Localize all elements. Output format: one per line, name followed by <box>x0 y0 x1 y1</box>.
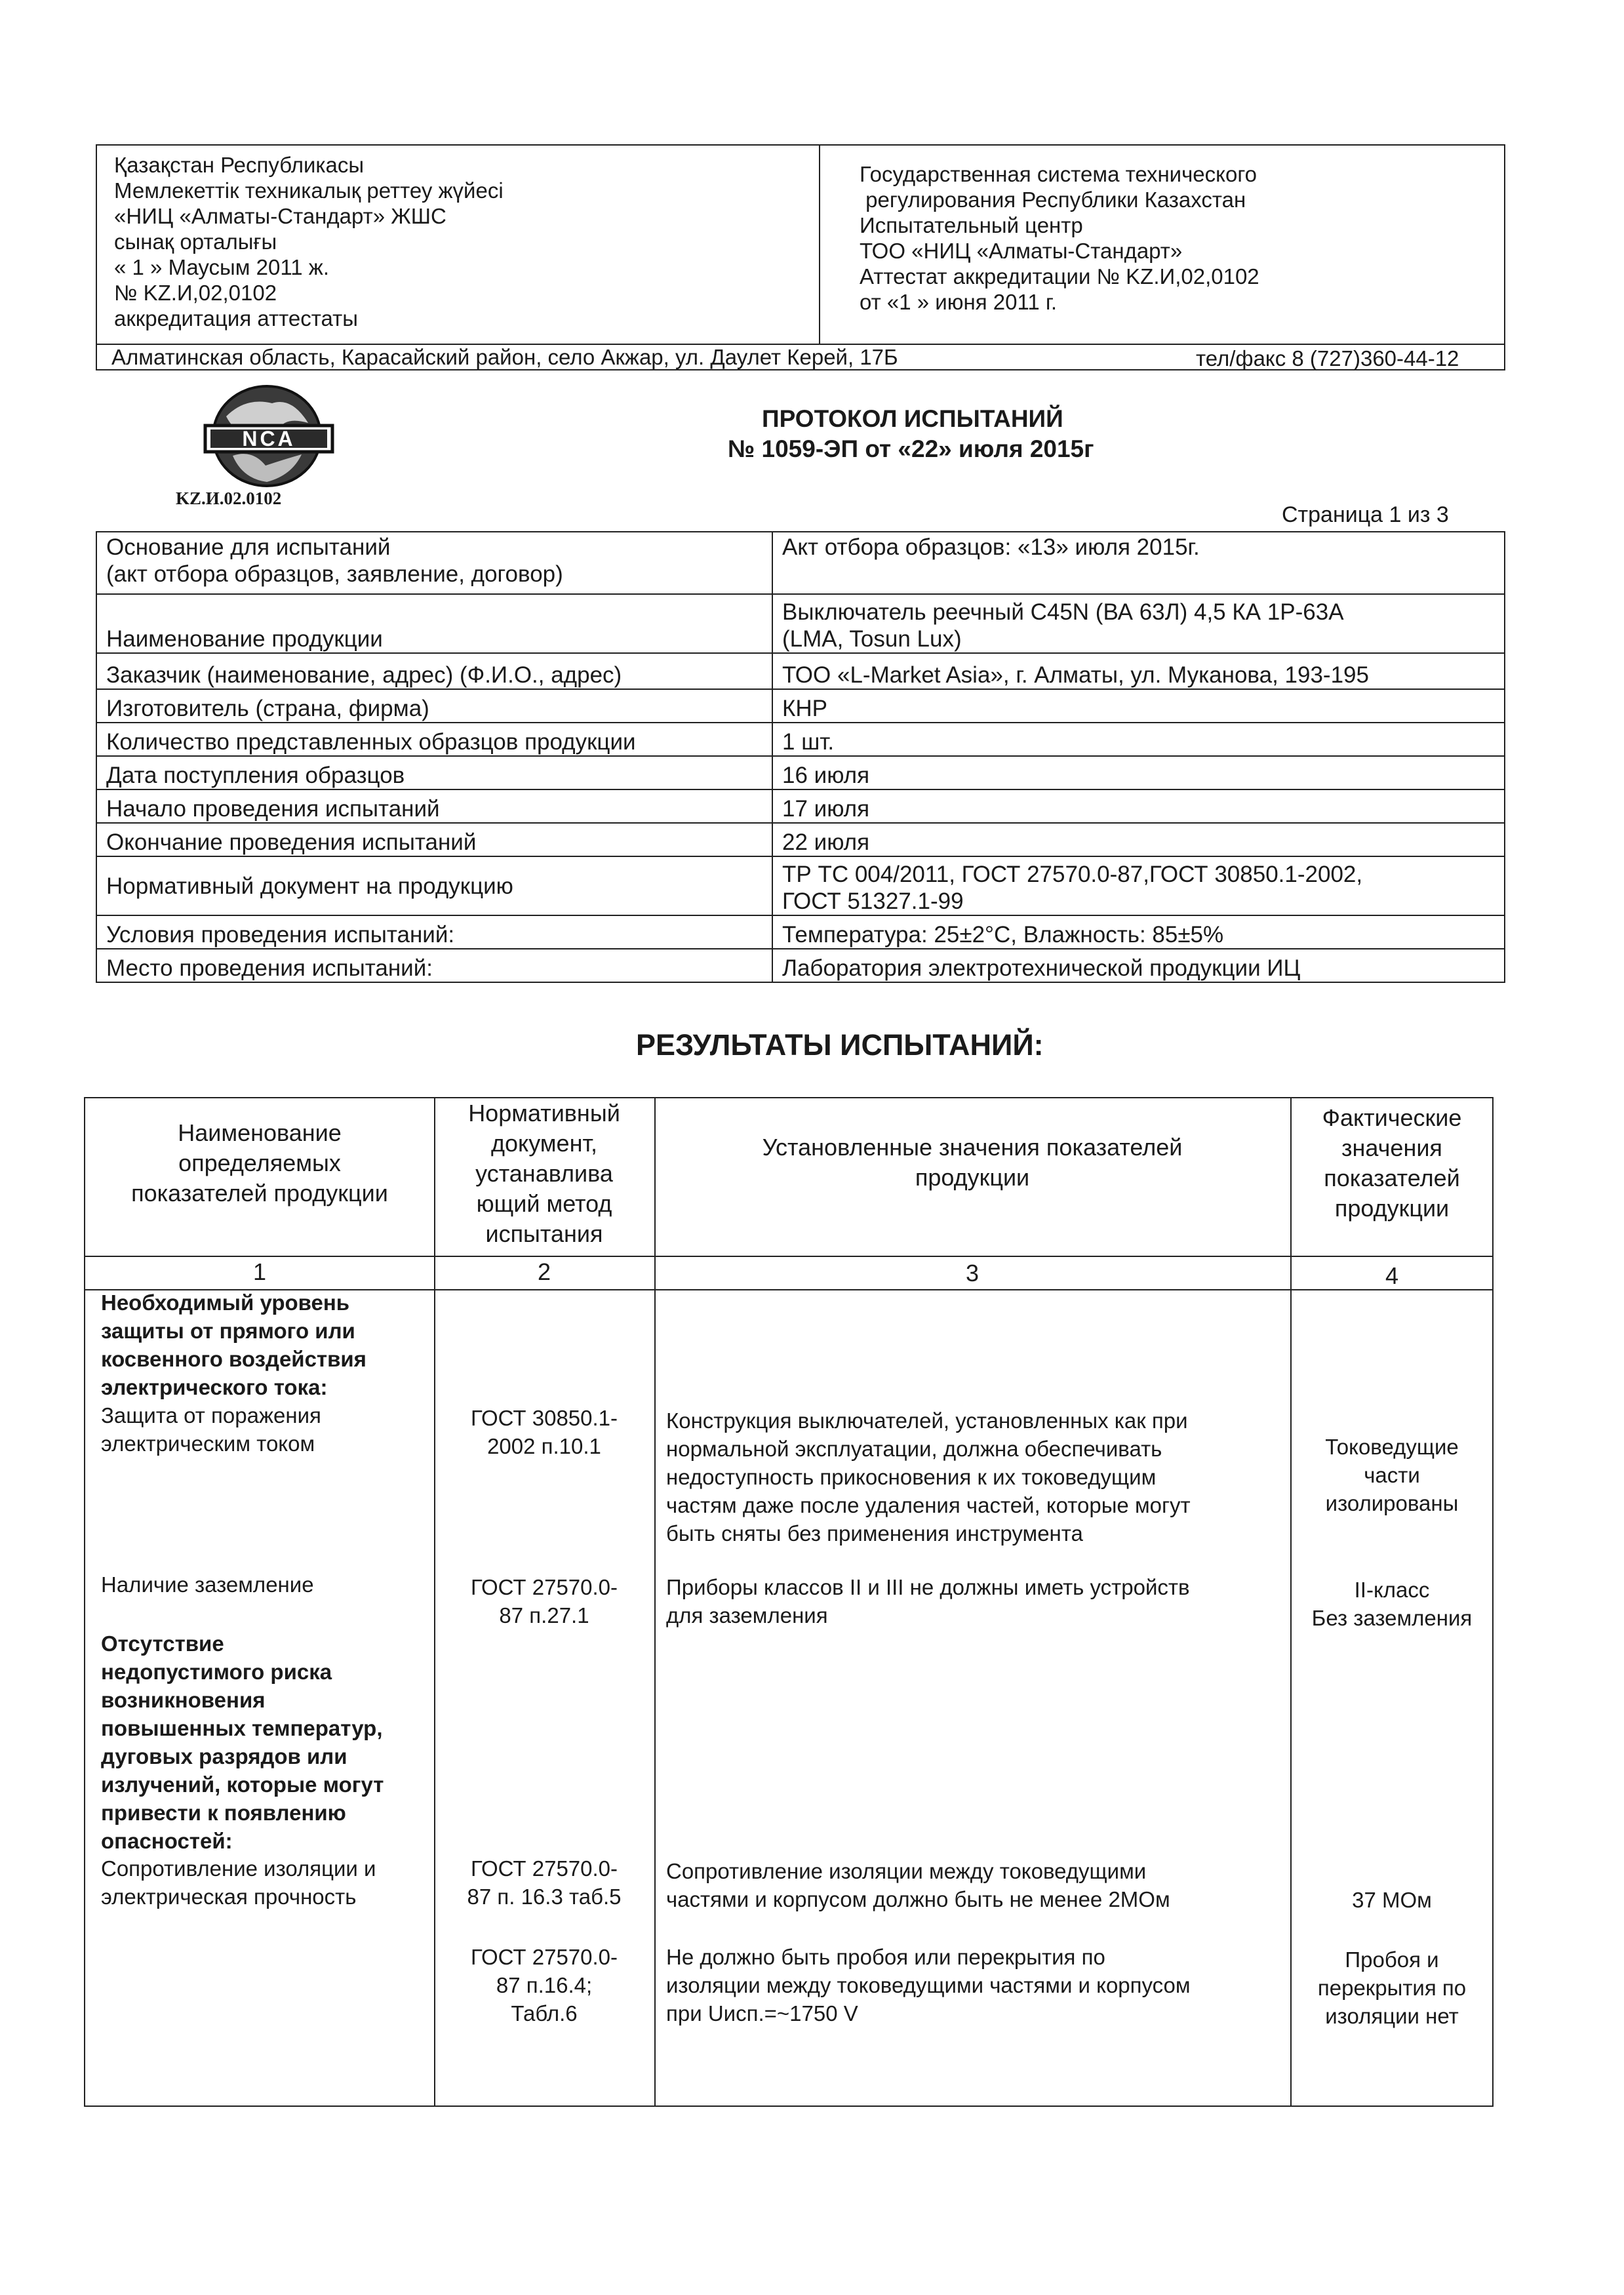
group-title: Необходимый уровень защиты от прямого или косвенного воздействия электрического тока: <box>101 1290 366 1399</box>
header-address: Алматинская область, Карасайский район, село Акжар, ул. Даулет Керей, 17Б <box>111 345 898 369</box>
info-value: 1 шт. <box>772 723 1505 756</box>
info-label: Место проведения испытаний: <box>96 949 772 982</box>
row-requirement: Конструкция выключателей, установленных как при нормальной эксплуатации, должна обеспечивать недоступность прикосновения к их токоведущим частям даже после удаления частей, которые могут быть сняты без применения инструмента <box>666 1408 1191 1546</box>
header-col3: Установленные значения показателей продукции <box>762 1134 1183 1191</box>
info-value: 17 июля <box>772 789 1505 823</box>
info-row <box>96 532 1505 594</box>
info-row <box>96 756 1505 789</box>
info-value: Выключатель реечный С45N (ВА 63Л) 4,5 КА 1Р-63А (LMA, Tosun Lux) <box>772 594 1505 653</box>
header-right-line: Государственная система технического <box>860 162 1257 186</box>
header-right-line: регулирования Республики Казахстан <box>860 188 1246 212</box>
info-row <box>96 856 1505 915</box>
header-address-bar <box>97 344 1504 370</box>
header-left-line: № KZ.И,02,0102 <box>114 281 277 305</box>
info-value: Лаборатория электротехнической продукции ИЦ <box>772 949 1505 982</box>
col-number: 2 <box>537 1258 551 1285</box>
row-name: Защита от поражения электрическим током <box>101 1403 321 1456</box>
protocol-info-table <box>96 531 1505 983</box>
row-requirement: Не должно быть пробоя или перекрытия по изоляции между токоведущими частями и корпусом при Uисп.=~1750 V <box>666 1945 1191 2026</box>
col-number: 1 <box>252 1258 267 1285</box>
row-doc: ГОСТ 27570.0- 87 п.16.4; Табл.6 <box>470 1945 618 2026</box>
nca-logo <box>193 377 344 489</box>
protocol-number: № 1059-ЭП от «22» июля 2015г <box>728 435 1094 462</box>
header-right-line: от «1 » июня 2011 г. <box>860 290 1058 314</box>
header-col4: Фактические значения показателей продукции <box>1322 1104 1462 1222</box>
header-box <box>96 144 1505 370</box>
col-number: 4 <box>1385 1262 1399 1289</box>
info-row <box>96 723 1505 756</box>
info-value: ТР ТС 004/2011, ГОСТ 27570.0-87,ГОСТ 30850.1-2002, ГОСТ 51327.1-99 <box>772 856 1505 915</box>
info-label: Дата поступления образцов <box>96 756 772 789</box>
row-actual: II-класс Без заземления <box>1311 1578 1473 1630</box>
row-actual: 37 МОм <box>1352 1888 1432 1912</box>
results-table <box>84 1097 1494 2107</box>
info-label: Основание для испытаний (акт отбора образцов, заявление, договор) <box>96 532 772 594</box>
info-row <box>96 915 1505 949</box>
header-right-line: Аттестат аккредитации № KZ.И,02,0102 <box>860 264 1259 289</box>
info-row <box>96 689 1505 723</box>
info-value: Температура: 25±2°С, Влажность: 85±5% <box>772 915 1505 949</box>
info-row <box>96 789 1505 823</box>
header-left-line: «НИЦ «Алматы-Стандарт» ЖШС <box>114 204 446 228</box>
header-left-line: аккредитация аттестаты <box>114 306 358 330</box>
info-row <box>96 949 1505 982</box>
info-label: Условия проведения испытаний: <box>96 915 772 949</box>
group-title: Отсутствие недопустимого риска возникновения повышенных температур, дуговых разрядов или излучений, которые могут привести к появлению опасностей: <box>101 1631 384 1853</box>
header-right-line: ТОО «НИЦ «Алматы-Стандарт» <box>860 239 1183 263</box>
logo-text: NCA <box>242 427 296 450</box>
info-row <box>96 823 1505 856</box>
protocol-title: ПРОТОКОЛ ИСПЫТАНИЙ <box>762 405 1063 432</box>
header-left-line: « 1 » Маусым 2011 ж. <box>114 255 329 279</box>
row-doc: ГОСТ 30850.1- 2002 п.10.1 <box>470 1406 618 1458</box>
info-label: Наименование продукции <box>96 594 772 653</box>
info-label: Окончание проведения испытаний <box>96 823 772 856</box>
info-value: ТОО «L-Market Asia», г. Алматы, ул. Муканова, 193-195 <box>772 653 1505 689</box>
header-left-kazakh <box>97 146 820 344</box>
row-actual: Пробоя и перекрытия по изоляции нет <box>1317 1947 1467 2028</box>
info-value: 22 июля <box>772 823 1505 856</box>
row-doc: ГОСТ 27570.0- 87 п.27.1 <box>470 1575 618 1627</box>
row-actual: Токоведущие части изолированы <box>1325 1435 1459 1515</box>
header-right-line: Испытательный центр <box>860 213 1083 237</box>
info-value: Акт отбора образцов: «13» июля 2015г. <box>772 532 1505 594</box>
header-phone: тел/факс 8 (727)360-44-12 <box>1196 346 1459 370</box>
page-indicator: Страница 1 из 3 <box>1282 502 1449 527</box>
header-left-line: Қазақстан Республикасы <box>114 153 365 177</box>
row-name: Сопротивление изоляции и электрическая прочность <box>101 1856 376 1909</box>
column-divider <box>654 1098 656 2105</box>
info-label: Нормативный документ на продукцию <box>96 856 772 915</box>
row-doc: ГОСТ 27570.0- 87 п. 16.3 таб.5 <box>467 1856 622 1909</box>
info-value: КНР <box>772 689 1505 723</box>
info-label: Количество представленных образцов продукции <box>96 723 772 756</box>
row-requirement: Сопротивление изоляции между токоведущими частями и корпусом должно быть не менее 2МОм <box>666 1859 1170 1911</box>
row-requirement: Приборы классов II и III не должны иметь устройств для заземления <box>666 1575 1190 1627</box>
header-col1: Наименование определяемых показателей продукции <box>131 1119 388 1207</box>
info-value: 16 июля <box>772 756 1505 789</box>
header-left-line: сынақ орталығы <box>114 230 277 254</box>
header-col2: Нормативный документ, устанавлива ющий метод испытания <box>468 1100 620 1247</box>
info-row <box>96 594 1505 653</box>
info-label: Изготовитель (страна, фирма) <box>96 689 772 723</box>
header-right-russian <box>820 146 1504 344</box>
info-label: Начало проведения испытаний <box>96 789 772 823</box>
header-left-line: Мемлекеттік техникалық реттеу жүйесі <box>114 178 504 203</box>
results-heading: РЕЗУЛЬТАТЫ ИСПЫТАНИЙ: <box>636 1028 1044 1062</box>
info-label: Заказчик (наименование, адрес) (Ф.И.О., адрес) <box>96 653 772 689</box>
info-row <box>96 653 1505 689</box>
logo-caption: KZ.И.02.0102 <box>176 489 282 508</box>
col-number: 3 <box>965 1260 980 1287</box>
row-name: Наличие заземление <box>101 1572 314 1597</box>
